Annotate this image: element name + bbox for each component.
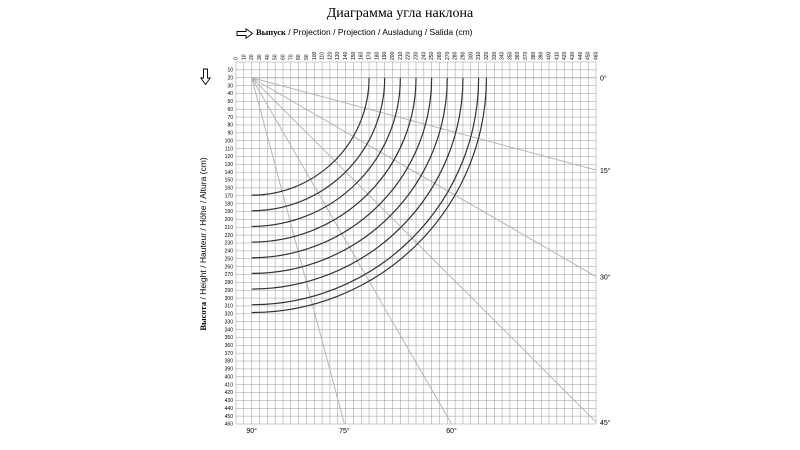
y-tick-label: 250: [224, 256, 233, 263]
y-tick-label: 50: [227, 99, 233, 106]
y-tick-label: 420: [224, 390, 233, 397]
y-tick-label: 460: [224, 421, 233, 428]
x-tick-labels: [234, 51, 600, 60]
x-tick-label: 240: [421, 51, 428, 60]
x-tick-label: 160: [358, 51, 365, 60]
y-tick-label: 400: [224, 374, 233, 381]
y-tick-label: 410: [224, 382, 233, 389]
y-tick-label: 170: [224, 193, 233, 200]
x-tick-label: 40: [264, 54, 271, 60]
y-tick-label: 270: [224, 272, 233, 279]
y-tick-label: 210: [224, 224, 233, 231]
x-tick-label: 320: [483, 51, 490, 60]
x-tick-label: 20: [249, 54, 256, 60]
x-tick-label: 340: [499, 51, 506, 60]
x-tick-label: 0: [233, 57, 240, 60]
y-tick-label: 160: [224, 185, 233, 192]
x-tick-label: 450: [585, 51, 592, 60]
x-tick-label: 220: [405, 51, 412, 60]
y-tick-label: 450: [224, 413, 233, 420]
y-tick-label: 230: [224, 240, 233, 247]
y-tick-label: 280: [224, 280, 233, 287]
y-tick-label: 60: [227, 106, 233, 113]
y-tick-label: 80: [227, 122, 233, 129]
x-tick-label: 310: [476, 51, 483, 60]
x-tick-label: 180: [374, 51, 381, 60]
x-tick-label: 370: [523, 51, 530, 60]
y-tick-label: 340: [224, 327, 233, 334]
x-tick-label: 230: [413, 51, 420, 60]
angle-label: 0°: [600, 75, 607, 83]
y-tick-label: 360: [224, 343, 233, 350]
y-tick-label: 370: [224, 350, 233, 357]
x-tick-label: 10: [241, 54, 248, 60]
x-tick-label: 90: [303, 54, 310, 60]
y-axis-title-ru: Высота: [198, 301, 208, 331]
y-tick-label: 240: [224, 248, 233, 255]
y-tick-label: 40: [227, 91, 233, 98]
y-tick-label: 220: [224, 232, 233, 239]
y-tick-labels: [225, 68, 234, 428]
y-tick-label: 350: [224, 335, 233, 342]
y-tick-label: 380: [224, 358, 233, 365]
x-tick-label: 270: [444, 51, 451, 60]
x-tick-label: 440: [577, 51, 584, 60]
x-tick-label: 290: [460, 51, 467, 60]
angle-label: 45°: [600, 420, 611, 428]
y-tick-label: 290: [224, 287, 233, 294]
x-tick-label: 300: [468, 51, 475, 60]
angle-label: 90°: [246, 428, 257, 435]
y-tick-label: 320: [224, 311, 233, 318]
y-tick-label: 130: [224, 162, 233, 169]
x-tick-label: 140: [343, 51, 350, 60]
x-axis-title-ru: Выпуск: [256, 27, 286, 37]
angle-label: 60°: [446, 428, 457, 435]
x-tick-label: 110: [319, 52, 326, 60]
x-axis-title-rest: / Projection / Projection / Ausladung / Salida (cm): [285, 27, 473, 37]
x-tick-label: 100: [311, 51, 318, 60]
x-tick-label: 190: [382, 51, 389, 60]
y-tick-label: 140: [224, 169, 233, 176]
y-tick-label: 310: [224, 303, 233, 310]
y-tick-label: 180: [224, 201, 233, 208]
y-tick-label: 150: [224, 177, 233, 184]
x-tick-label: 80: [296, 54, 303, 60]
x-tick-label: 50: [272, 54, 279, 60]
x-tick-label: 210: [397, 51, 404, 60]
x-tick-label: 280: [452, 51, 459, 60]
y-tick-label: 440: [224, 405, 233, 412]
y-tick-label: 430: [224, 398, 233, 405]
x-tick-label: 130: [335, 51, 342, 60]
y-tick-label: 30: [227, 83, 233, 90]
x-tick-label: 410: [554, 51, 561, 60]
x-tick-label: 400: [546, 51, 553, 60]
x-tick-label: 460: [593, 51, 600, 60]
x-tick-label: 420: [562, 51, 569, 60]
x-tick-label: 70: [288, 54, 295, 60]
y-tick-label: 190: [224, 209, 233, 216]
x-tick-label: 30: [256, 54, 263, 60]
x-tick-label: 390: [538, 51, 545, 60]
angle-label: 75°: [339, 428, 350, 435]
x-tick-label: 260: [436, 51, 443, 60]
y-tick-label: 390: [224, 366, 233, 373]
y-tick-label: 120: [224, 154, 233, 161]
x-tick-label: 380: [530, 51, 537, 60]
x-tick-label: 250: [429, 51, 436, 60]
y-tick-label: 330: [224, 319, 233, 326]
angle-label: 30°: [600, 274, 611, 282]
y-tick-label: 300: [224, 295, 233, 302]
x-tick-label: 350: [507, 51, 514, 60]
x-tick-label: 170: [366, 51, 373, 60]
x-tick-label: 360: [515, 51, 522, 60]
chart-title: Диаграмма угла наклона: [326, 6, 474, 21]
y-tick-label: 20: [227, 75, 233, 82]
x-tick-label: 120: [327, 51, 334, 60]
x-tick-label: 60: [280, 54, 287, 60]
x-tick-label: 200: [390, 51, 397, 60]
y-tick-label: 10: [227, 67, 233, 74]
x-tick-label: 150: [350, 51, 357, 60]
y-tick-label: 90: [227, 130, 233, 137]
x-tick-label: 330: [491, 51, 498, 60]
y-tick-label: 110: [225, 146, 233, 153]
y-tick-label: 70: [227, 114, 233, 121]
y-tick-label: 260: [224, 264, 233, 271]
x-tick-label: 430: [570, 51, 577, 60]
angle-label: 15°: [600, 168, 611, 176]
y-tick-label: 100: [224, 138, 233, 145]
y-axis-title-rest: / Height / Hauteur / Höhe / Altura (cm): [198, 157, 208, 302]
y-tick-label: 200: [224, 217, 233, 224]
